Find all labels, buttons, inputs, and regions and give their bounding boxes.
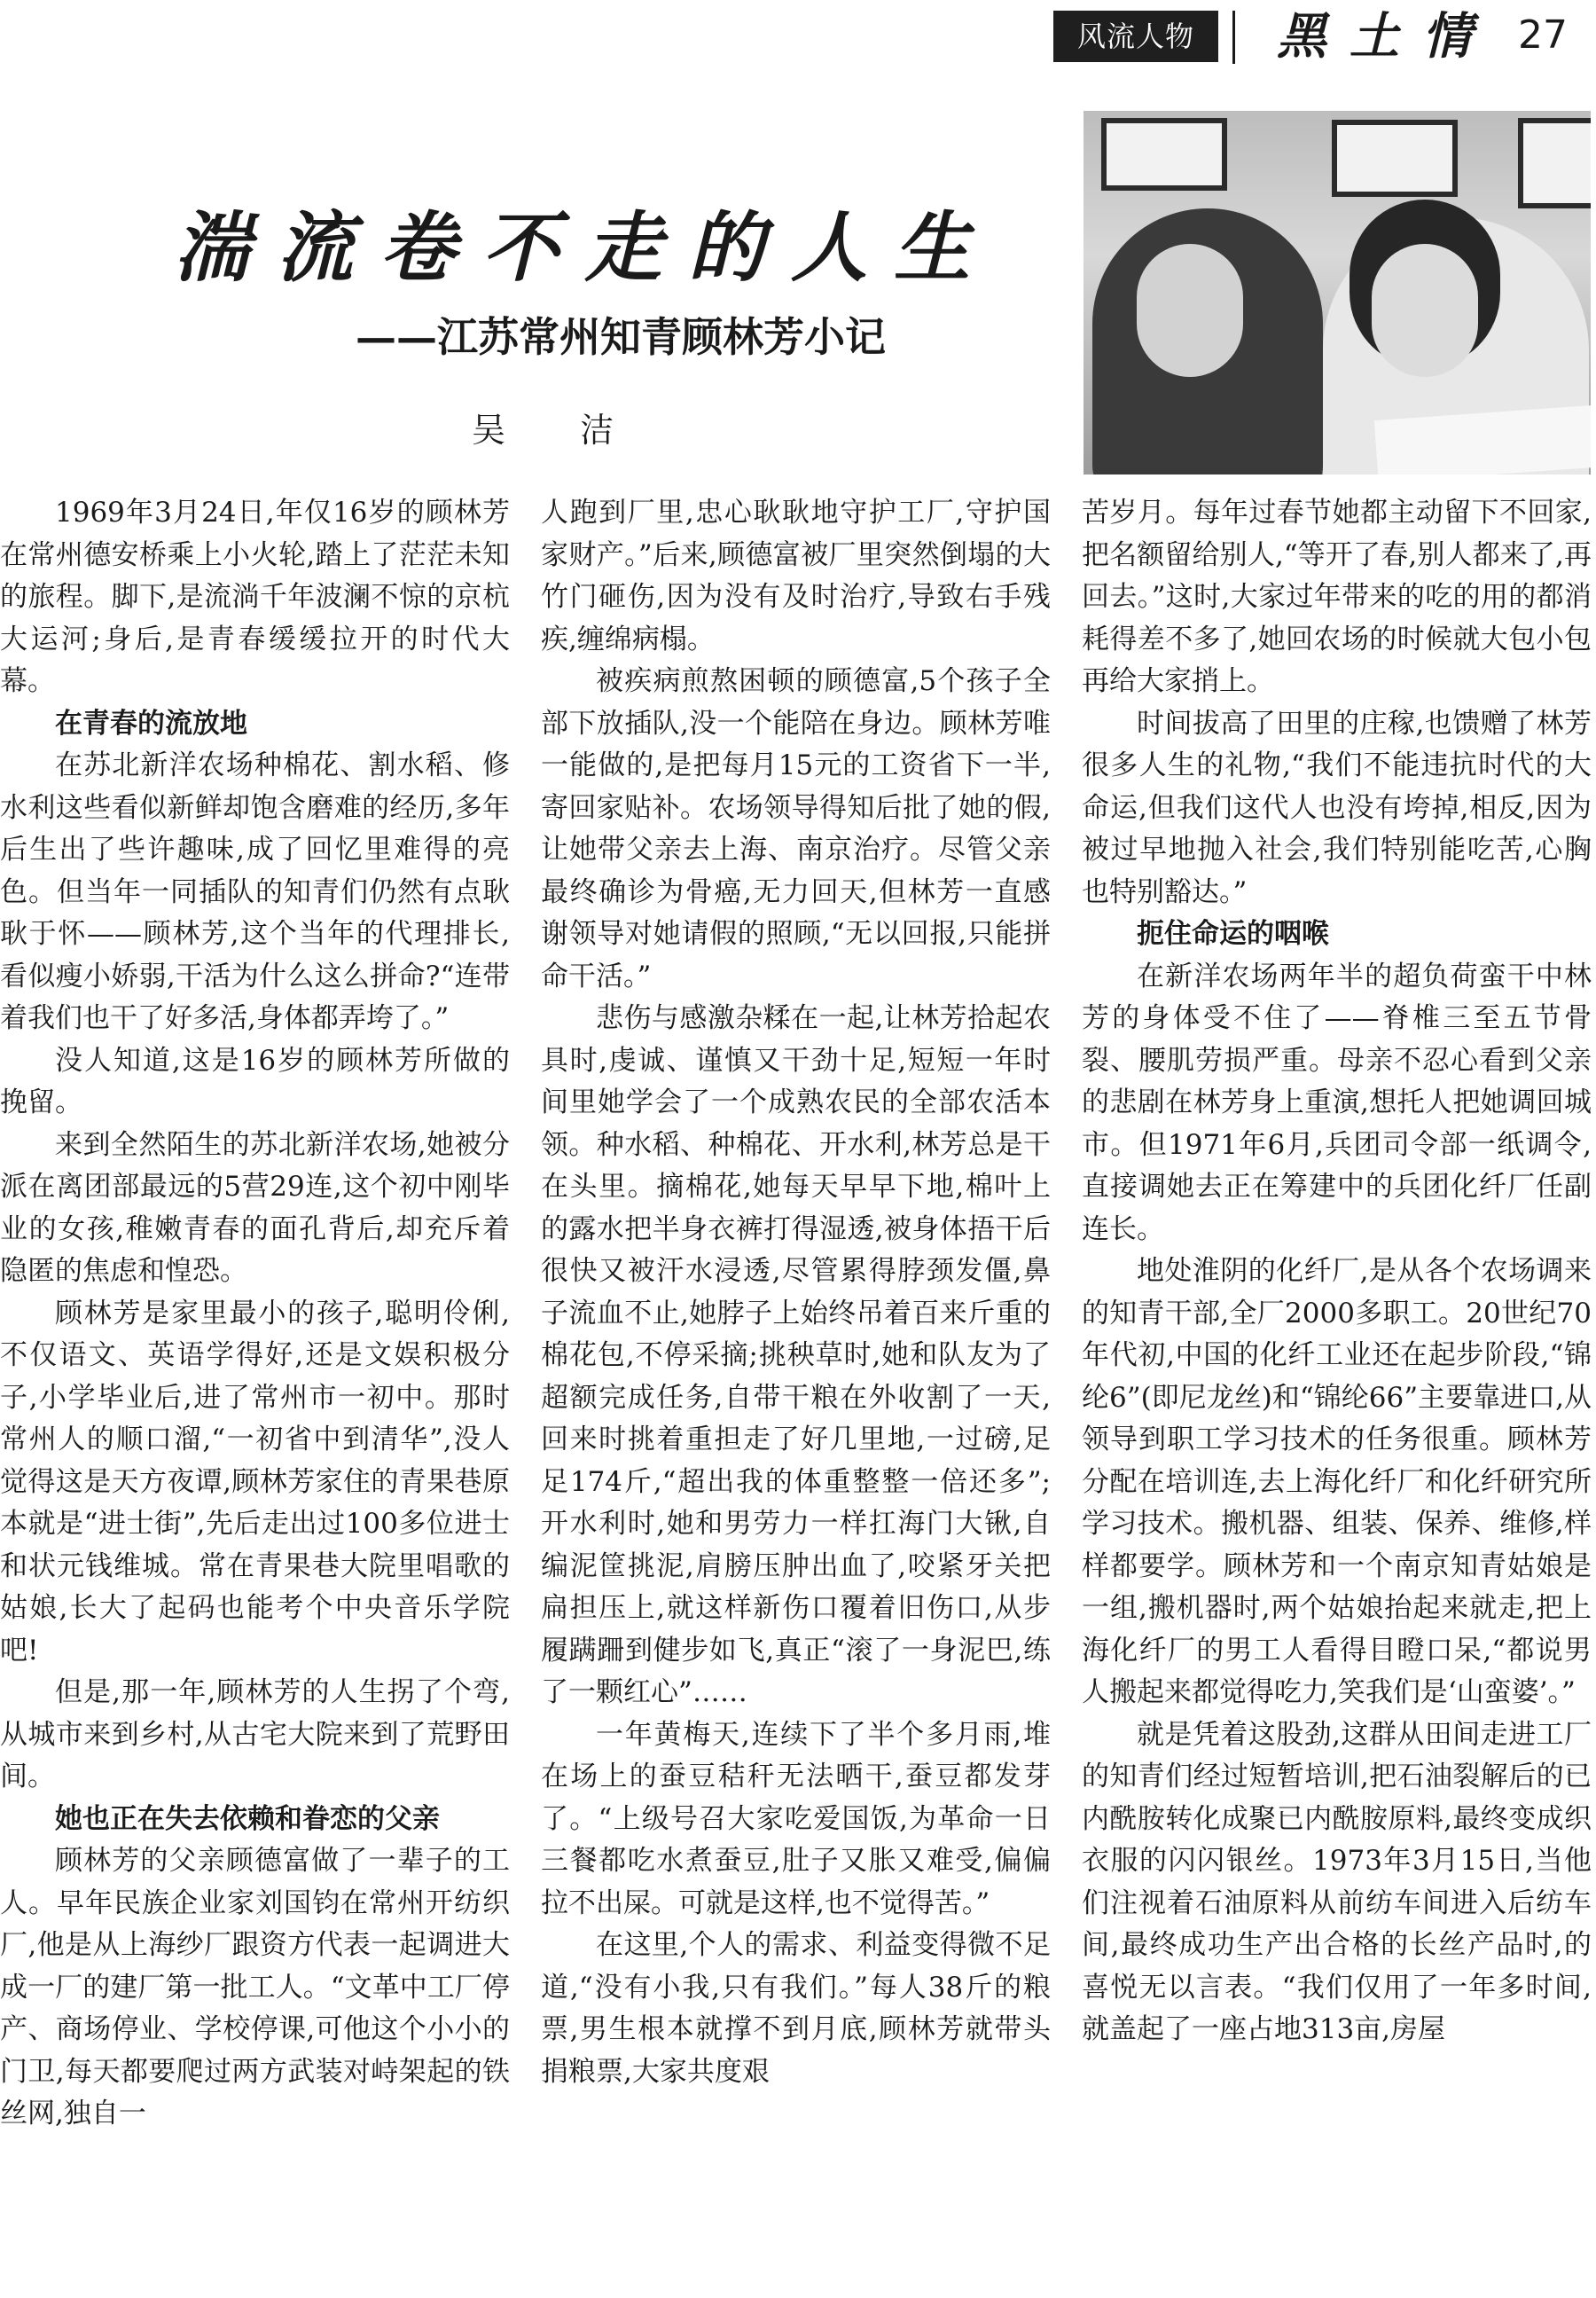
- photo-face-left: [1137, 244, 1243, 377]
- text-column-2: [541, 492, 1051, 2298]
- body-paragraph: 一年黄梅天,连续下了半个多月雨,堆在场上的蚕豆秸秆无法晒干,蚕豆都发芽了。“上级号召大家吃爱国饭,为革命一日三餐都吃水煮蚕豆,肚子又胀又难受,偏偏拉不出屎。可就是这样,也不觉得苦。”: [541, 1718, 1051, 1919]
- article-subtitle: ——江苏常州知青顾林芳小记: [356, 313, 886, 361]
- body-paragraph: 地处淮阴的化纤厂,是从各个农场调来的知青干部,全厂2000多职工。20世纪70年代初,中国的化纤工业还在起步阶段,“锦纶6”(即尼龙丝)和“锦纶66”主要靠进口,从领导到职工学习技术的任务很重。顾林芳分配在培训连,去上海化纤厂和化纤研究所学习技术。搬机器、组装、保养、维修,样样都要学。顾林芳和一个南京知青姑娘是一组,搬机器时,两个姑娘抬起来就走,把上海化纤厂的男工人看得目瞪口呆,“都说男人搬起来都觉得吃力,笑我们是‘山蛮婆’。”: [1082, 1255, 1592, 1708]
- text-column-1: [0, 492, 510, 2298]
- body-paragraph: 在这里,个人的需求、利益变得微不足道,“没有小我,只有我们。”每人38斤的粮票,男生根本就撑不到月底,顾林芳就带头捐粮票,大家共度艰: [541, 1929, 1051, 2088]
- photo-face-right: [1372, 244, 1478, 377]
- body-paragraph: 在苏北新洋农场种棉花、割水稻、修水利这些看似新鲜却饱含磨难的经历,多年后生出了些许趣味,成了回忆里难得的亮色。但当年一同插队的知青们仍然有点耿耿于怀——顾林芳,这个当年的代理排长,看似瘦小娇弱,干活为什么这么拼命?“连带着我们也干了好多活,身体都弄垮了。”: [0, 749, 510, 1034]
- section-heading: 扼住命运的咽喉: [1137, 918, 1329, 950]
- wall-picture-frame: [1332, 120, 1458, 197]
- body-paragraph: 人跑到厂里,忠心耿耿地守护工厂,守护国家财产。”后来,顾德富被厂里突然倒塌的大竹门砸伤,因为没有及时治疗,导致右手残疾,缠绵病榻。: [541, 497, 1051, 655]
- body-paragraph: 被疾病煎熬困顿的顾德富,5个孩子全部下放插队,没一个能陪在身边。顾林芳唯一能做的,是把每月15元的工资省下一半,寄回家贴补。农场领导得知后批了她的假,让她带父亲去上海、南京治疗。尽管父亲最终确诊为骨癌,无力回天,但林芳一直感谢领导对她请假的照顾,“无以回报,只能拼命干活。”: [541, 665, 1051, 992]
- page-number: 27: [1518, 12, 1568, 58]
- body-paragraph: 就是凭着这股劲,这群从田间走进工厂的知青们经过短暂培训,把石油裂解后的已内酰胺转化成聚已内酰胺原料,最终变成织衣服的闪闪银丝。1973年3月15日,当他们注视着石油原料从前纺车间进入后纺车间,最终成功生产出合格的长丝产品时,的喜悦无以言表。“我们仅用了一年多时间,就盖起了一座占地313亩,房屋: [1082, 1718, 1592, 2045]
- body-paragraph: 时间拔高了田里的庄稼,也馈赠了林芳很多人生的礼物,“我们不能违抗时代的大命运,但我们这代人也没有垮掉,相反,因为被过早地抛入社会,我们特别能吃苦,心胸也特别豁达。”: [1082, 707, 1592, 908]
- page-header: [0, 0, 1596, 71]
- article-photo: [1084, 111, 1591, 475]
- header-divider: [1232, 11, 1235, 64]
- wall-picture-frame: [1518, 118, 1591, 208]
- section-tag: 风流人物: [1053, 11, 1218, 62]
- magazine-title: 黑土情: [1277, 7, 1495, 66]
- body-paragraph: 来到全然陌生的苏北新洋农场,她被分派在离团部最远的5营29连,这个初中刚毕业的女孩,稚嫩青春的面孔背后,却充斥着隐匿的焦虑和惶恐。: [0, 1128, 510, 1287]
- body-paragraph: 顾林芳的父亲顾德富做了一辈子的工人。早年民族企业家刘国钧在常州开纺织厂,他是从上海纱厂跟资方代表一起调进大成一厂的建厂第一批工人。“文革中工厂停产、商场停业、学校停课,可他这个小小的门卫,每天都要爬过两方武装对峙架起的铁丝网,独自一: [0, 1845, 510, 2129]
- body-paragraph: 在新洋农场两年半的超负荷蛮干中林芳的身体受不住了——脊椎三至五节骨裂、腰肌劳损严重。母亲不忍心看到父亲的悲剧在林芳身上重演,想托人把她调回城市。但1971年6月,兵团司令部一纸调令,直接调她去正在筹建中的兵团化纤厂任副连长。: [1082, 960, 1592, 1245]
- article-author: 吴 洁: [471, 411, 646, 450]
- body-paragraph: 1969年3月24日,年仅16岁的顾林芳在常州德安桥乘上小火轮,踏上了茫茫未知的旅程。脚下,是流淌千年波澜不惊的京杭大运河;身后,是青春缓缓拉开的时代大幕。: [0, 497, 510, 697]
- body-paragraph: 顾林芳是家里最小的孩子,聪明伶俐,不仅语文、英语学得好,还是文娱积极分子,小学毕业后,进了常州市一初中。那时常州人的顺口溜,“一初省中到清华”,没人觉得这是天方夜谭,顾林芳家住的青果巷原本就是“进士街”,先后走出过100多位进士和状元钱维城。常在青果巷大院里唱歌的姑娘,长大了起码也能考个中央音乐学院吧!: [0, 1297, 510, 1667]
- body-paragraph: 苦岁月。每年过春节她都主动留下不回家,把名额留给别人,“等开了春,别人都来了,再回去。”这时,大家过年带来的吃的用的都消耗得差不多了,她回农场的时候就大包小包再给大家捎上。: [1082, 497, 1592, 697]
- body-paragraph: 悲伤与感激杂糅在一起,让林芳拾起农具时,虔诚、谨慎又干劲十足,短短一年时间里她学会了一个成熟农民的全部农活本领。种水稻、种棉花、开水利,林芳总是干在头里。摘棉花,她每天早早下地,棉叶上的露水把半身衣裤打得湿透,被身体捂干后很快又被汗水浸透,尽管累得脖颈发僵,鼻子流血不止,她脖子上始终吊着百来斤重的棉花包,不停采摘;挑秧草时,她和队友为了超额完成任务,自带干粮在外收割了一天,回来时挑着重担走了好几里地,一过磅,足足174斤,“超出我的体重整整一倍还多”;开水利时,她和男劳力一样扛海门大锹,自编泥筐挑泥,肩膀压肿出血了,咬紧牙关把扁担压上,就这样新伤口覆着旧伤口,从步履蹒跚到健步如飞,真正“滚了一身泥巴,练了一颗红心”……: [541, 1002, 1051, 1708]
- section-heading: 在青春的流放地: [55, 707, 247, 740]
- body-paragraph: 没人知道,这是16岁的顾林芳所做的挽留。: [0, 1044, 510, 1118]
- body-paragraph: 但是,那一年,顾林芳的人生拐了个弯,从城市来到乡村,从古宅大院来到了荒野田间。: [0, 1676, 510, 1792]
- text-column-3: [1082, 492, 1592, 2298]
- section-heading: 她也正在失去依赖和眷恋的父亲: [55, 1802, 440, 1835]
- article-title: 湍流卷不走的人生: [174, 203, 997, 293]
- wall-picture-frame: [1101, 118, 1227, 191]
